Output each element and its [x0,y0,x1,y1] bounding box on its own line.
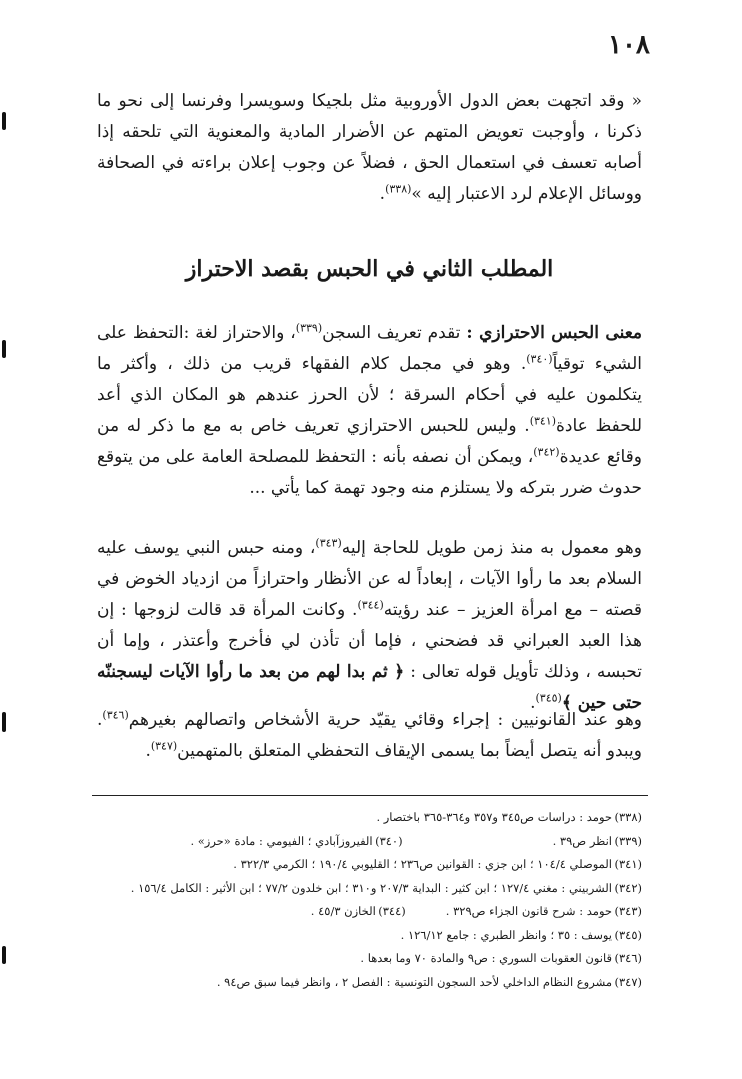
footnote-ref: (٣٤٧) [150,739,178,753]
page-number: ١٠٨ [608,30,650,60]
scan-margin-mark [2,112,6,130]
footnote-ref: (٣٤٣) [315,536,342,550]
paragraph-definition: معنى الحبس الاحترازي : تقدم تعريف السجن$^{(٣٣٩)}$، والاحتراز لغة :التحفظ على الشيء توقياً$^{(٣٤٠)}$. وهو في مجمل كلام الفقهاء قريب من ذلك ، وأكثر ما يتكلمون عليه في أحكام السرقة ؛ لأن الحرز عندهم هو المكان الذي أعد للحفظ عادة$^{(٣٤١)}$. وليس للحبس الاحترازي تعريف خاص به مع ما ذكر له من وقائع عديدة$^{(٣٤٢)}$، ويمكن أن نصفه بأنه : التحفظ للمصلحة العامة على من يتوقع حدوث ضرر بتركه ولا يستلزم منه وجود تهمة كما يأتي ... [97,321,643,498]
footnote-item: (٣٤٥)يوسف : ٣٥ ؛ وانظر الطبري : جامع ١٢٦/١٢ . [400,927,642,942]
paragraph-lead: معنى الحبس الاحترازي : [466,323,643,343]
footnotes [82,806,642,994]
footnote-item: (٣٤٣)حومد : شرح قانون الجزاء ص٣٢٩ .(٣٤٤)الخازن ٤٥/٣ . [310,904,642,918]
footnote-ref: (٣٤٢) [533,445,560,459]
paragraph-legal: وهو عند القانونيين : إجراء وقائي يقيّد حرية الأشخاص واتصالهم بغيرهم$^{(٣٤٦)}$. ويبدو أنه يتصل أيضاً بما يسمى الإيقاف التحفظي المتعلق بالمتهمين$^{(٣٤٧)}$. [97,708,642,761]
footnote-ref: (٣٤٦) [102,708,129,722]
scan-margin-mark [2,340,6,358]
footnote-item: (٣٤٦)قانون العقوبات السوري : ص٩ والمادة ٧٠ وما بعدها . [360,951,642,965]
paragraph-text: « وقد اتجهت بعض الدول الأوروبية مثل بلجيكا وسويسرا وفرنسا إلى نحو ما ذكرنا ، وأوجبت تعويض المتهم عن الأضرار المادية والمعنوية التي تلحقه إذا أصابه تعسف في استعمال الحق ، فضلاً عن وجوب إعلان براءته في الصحافة ووسائل الإعلام لرد الاعتبار إليه » [97,91,642,204]
footnote-ref: (٣٤٤) [357,598,384,612]
quran-verse: ﴿ ثم بدا لهم من بعد ما رأوا الآيات ليسجننّه حتى حين ﴾ [97,662,642,713]
footnote-ref: (٣٣٩) [295,321,323,335]
footnote-item: (٣٣٩)انظر ص٣٩ .(٣٤٠)الفيروزآبادي ؛ الفيومي : مادة «حرز» . [190,833,642,848]
footnote-ref: (٣٤٥) [535,691,562,705]
paragraph-quote: « وقد اتجهت بعض الدول الأوروبية مثل بلجيكا وسويسرا وفرنسا إلى نحو ما ذكرنا ، وأوجبت تعويض المتهم عن الأضرار المادية والمعنوية التي تلحقه إذا أصابه تعسف في استعمال الحق ، فضلاً عن وجوب إعلان براءته في الصحافة ووسائل الإعلام لرد الاعتبار إليه »$^{(٣٣٨)}$. [97,91,642,204]
footnote-item: (٣٤١)الموصلي ١٠٤/٤ ؛ ابن جزي : القوانين ص٢٣٦ ؛ القليوبي ١٩٠/٤ ؛ الكرمي ٣٢٢/٣ . [233,857,642,871]
scan-margin-mark [2,946,6,964]
scan-margin-mark [2,712,6,732]
footnote-item: (٣٣٨)حومد : دراسات ص٣٤٥ و٣٥٧ و٣٦٤-٣٦٥ باختصار . [376,810,642,824]
footnote-item: (٣٤٧)مشروع النظام الداخلي لأحد السجون التونسية : الفصل ٢ ، وانظر فيما سبق ص٩٤ . [216,974,642,989]
footnote-ref: (٣٤٠) [526,352,553,366]
paragraph-history: وهو معمول به منذ زمن طويل للحاجة إليه$^{(٣٤٣)}$، ومنه حبس النبي يوسف عليه السلام بعد ما رأوا الآيات ، إبعاداً له عن الأنظار واحترازاً من ازدياد الخوض في قصته – مع امرأة العزيز – عند رؤيته$^{(٣٤٤)}$. وكانت المرأة قد قالت لزوجها : إن هذا العبد العبراني قد فضحني ، فإما أن تأذن لي فأخرج وأعتذر ، وإما أن تحبسه ، وذلك تأويل قوله تعالى : ﴿ ثم بدا لهم من بعد ما رأوا الآيات ليسجننّه حتى حين ﴾$^{(٣٤٥)}$. [97,536,642,713]
footnote-ref: (٣٤١) [529,414,557,428]
footnote-divider [92,795,648,796]
footnote-item: (٣٤٢)الشربيني : مغني ١٢٧/٤ ؛ ابن كثير : البداية ٢٠٧/٣ و٣١٠ ؛ ابن خلدون ٧٧/٢ ؛ ابن الأثير : الكامل ١٥٦/٤ . [130,880,642,895]
section-title: المطلب الثاني في الحبس بقصد الاحتراز [185,256,554,282]
footnote-ref: (٣٣٨) [385,182,412,196]
